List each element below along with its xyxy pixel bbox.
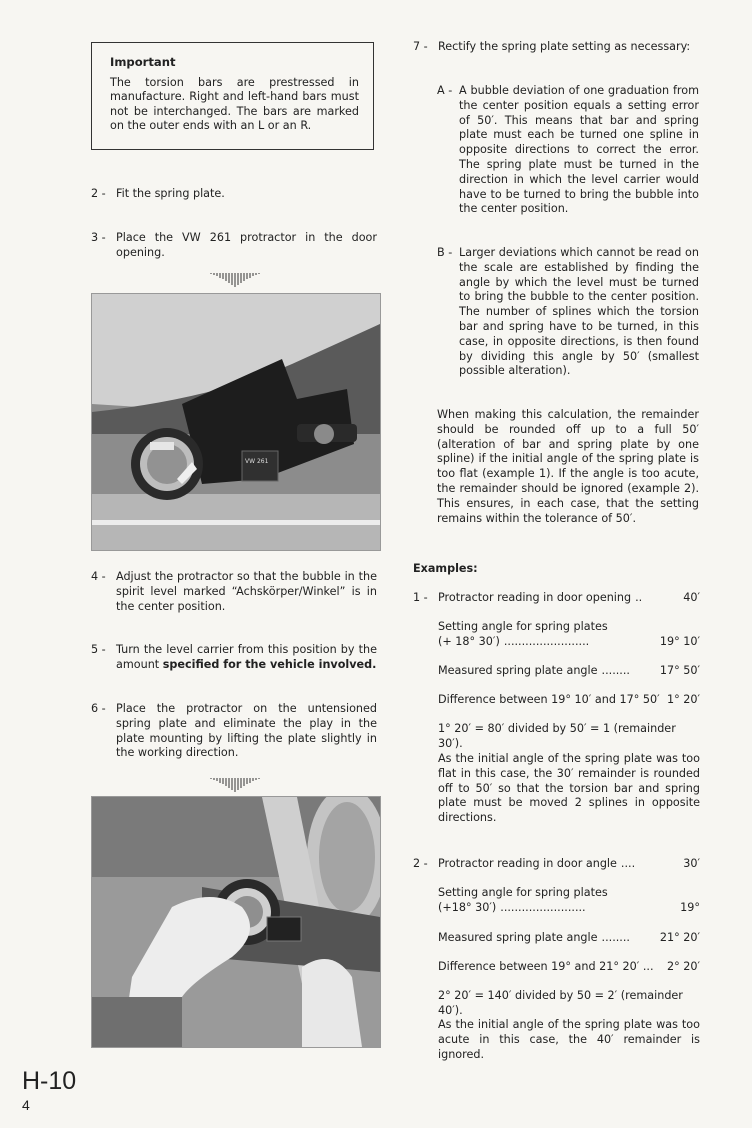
arrow-down-icon: [210, 777, 260, 793]
difference-value: 2° 20′: [666, 960, 700, 973]
setting-value: 19° 10′: [659, 635, 700, 648]
step-2: [91, 187, 377, 202]
dot-leader: ..: [635, 591, 643, 604]
step-text: Adjust the protractor so that the bubble in the spirit level marked “Achskörper/Winkel” is in the center position.: [116, 570, 377, 613]
protractor-label: VW 261: [245, 458, 269, 465]
measured-label: Measured spring plate angle: [438, 931, 598, 944]
reading-label: Protractor reading in door opening: [438, 591, 632, 604]
setting-value: 19°: [680, 901, 700, 914]
example-1-setting: [438, 635, 700, 650]
setting-label: Setting angle for spring plates: [438, 886, 608, 899]
photo-protractor-on-spring-plate: [91, 796, 381, 1048]
setting-label: Setting angle for spring plates: [438, 620, 608, 633]
example-1-conclusion: As the initial angle of the spring plate was too flat in this case, the 30′ remainder is rounded off to 50′ so that the torsion bar and spring plate must be moved 2 splines in opposite directions.: [438, 752, 700, 825]
difference-label: Difference between 19° 10′ and 17° 50′: [438, 693, 660, 706]
step-number: 7 -: [413, 40, 428, 53]
reading-label: Protractor reading in door angle: [438, 857, 617, 870]
step-text: Turn the level carrier from this position by the amount specified for the vehicle involved.: [116, 643, 377, 671]
measured-value: 21° 20′: [659, 931, 700, 944]
important-title: Important: [110, 55, 176, 69]
example-1-reading: [413, 591, 700, 606]
step-7-a: [437, 84, 699, 217]
example-2-setting: [438, 901, 700, 916]
step-number: 4 -: [91, 570, 106, 583]
example-2-conclusion: As the initial angle of the spring plate was too acute in this case, the 40′ remainder is ignored.: [438, 1018, 700, 1061]
dot-leader: ........: [601, 931, 630, 944]
step-5: [91, 643, 377, 673]
step-5-emphasis: specified for the vehicle involved.: [162, 657, 377, 671]
setting-sub: (+ 18° 30′): [438, 635, 500, 648]
page-number: 4: [22, 1097, 30, 1113]
example-number: 1 -: [413, 591, 428, 604]
arrow-down-icon: [210, 272, 260, 288]
example-1-difference: [438, 693, 700, 708]
step-number: 3 -: [91, 231, 106, 244]
measured-value: 17° 50′: [659, 664, 700, 677]
step-7-b: [437, 246, 699, 379]
difference-value: 1° 20′: [666, 693, 700, 706]
sub-label: B -: [437, 246, 453, 259]
photo-protractor-door-opening: [91, 293, 381, 551]
sub-text: Larger deviations which cannot be read on the scale are established by finding the angle by which the level must be turned to bring the bubble to the center position. The number of splines which the torsion bar and spring have to be turned, in this case, in opposite directions, is then found by dividing this angle by 50′ (smallest possible alteration).: [459, 246, 699, 378]
dot-leader: ........................: [500, 901, 586, 914]
sub-text: A bubble deviation of one graduation from the center position equals a setting error of 50′. This means that bar and spring plate must each be turned one spline in opposite directions to correct the error. The spring plate must be turned in the direction in which the level carrier would have to be turned to bring the bubble into the center position.: [459, 84, 699, 216]
step-text: Fit the spring plate.: [116, 187, 225, 200]
reading-value: 40′: [683, 591, 700, 604]
step-4: [91, 570, 377, 614]
dot-leader: ........: [601, 664, 630, 677]
step-text: Place the protractor on the untensioned spring plate and eliminate the play in the plate mounting by lifting the plate slightly in the working direction.: [116, 702, 377, 760]
step-6: [91, 702, 377, 761]
step-text: Rectify the spring plate setting as necessary:: [438, 40, 691, 53]
reading-value: 30′: [683, 857, 700, 870]
step-3: [91, 231, 377, 261]
example-1-measured: [438, 664, 700, 679]
measured-label: Measured spring plate angle: [438, 664, 598, 677]
example-2-difference: [438, 960, 700, 975]
examples-heading: Examples:: [413, 562, 478, 575]
example-2-reading: [413, 857, 700, 872]
example-2-calculation: 2° 20′ = 140′ divided by 50 = 2′ (remainder 40′).: [438, 989, 683, 1017]
sub-label: A -: [437, 84, 453, 97]
example-number: 2 -: [413, 857, 428, 870]
example-2-measured: [438, 931, 700, 946]
step-number: 2 -: [91, 187, 106, 200]
section-code: H-10: [22, 1067, 77, 1095]
difference-label: Difference between 19° and 21° 20′ ...: [438, 960, 654, 973]
dot-leader: ....: [620, 857, 636, 870]
setting-sub: (+18° 30′): [438, 901, 497, 914]
example-1-calculation: 1° 20′ = 80′ divided by 50′ = 1 (remainder 30′).: [438, 722, 676, 750]
calculation-note: When making this calculation, the remainder should be rounded off up to a full 50′ (alteration of bar and spring plate by one spline) if the initial angle of the spring plate is too flat (example 1). If the angle is too acute, the remainder should be ignored (example 2). This ensures, in each case, that the setting remains within the tolerance of 50′.: [437, 408, 699, 525]
step-text: Place the VW 261 protractor in the door opening.: [116, 231, 377, 259]
dot-leader: ........................: [503, 635, 590, 648]
important-notice: [91, 42, 374, 150]
step-number: 6 -: [91, 702, 106, 715]
step-number: 5 -: [91, 643, 106, 656]
important-body: The torsion bars are prestressed in manufacture. Right and left-hand bars must not be interchanged. The bars are marked on the outer ends with an L or an R.: [110, 75, 359, 133]
step-7: [413, 40, 701, 55]
